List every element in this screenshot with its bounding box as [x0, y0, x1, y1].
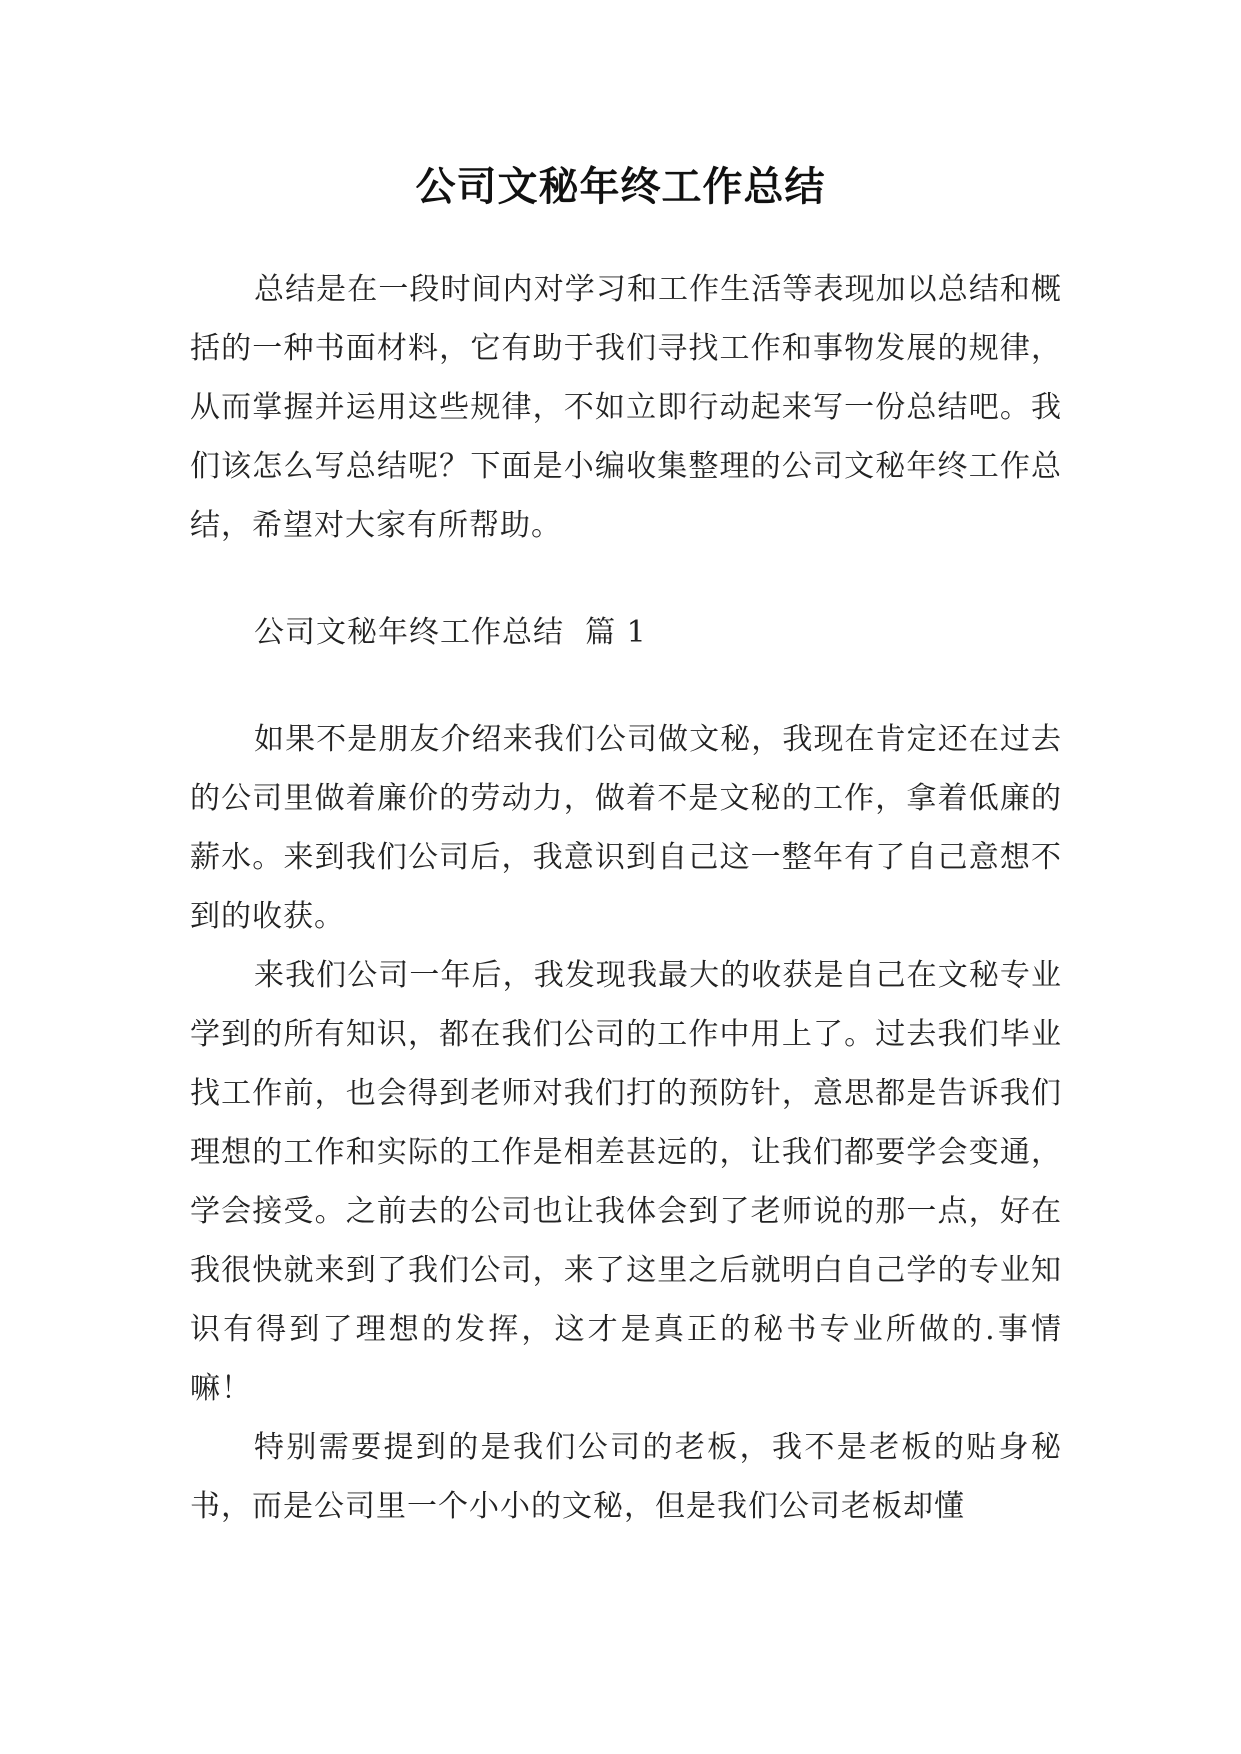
intro-paragraph: 总结是在一段时间内对学习和工作生活等表现加以总结和概括的一种书面材料，它有助于我们寻找工作和事物发展的规律，从而掌握并运用这些规律，不如立即行动起来写一份总结吧。我们该怎么写总结呢？下面是小编收集整理的公司文秘年终工作总结，希望对大家有所帮助。 [190, 272, 1062, 543]
document-body [190, 260, 1062, 1536]
document-title: 公司文秘年终工作总结 [415, 163, 826, 210]
body-paragraph-2: 来我们公司一年后，我发现我最大的收获是自己在文秘专业学到的所有知识，都在我们公司的工作中用上了。过去我们毕业找工作前，也会得到老师对我们打的预防针，意思都是告诉我们理想的工作和实际的工作是相差甚远的，让我们都要学会变通，学会接受。之前去的公司也让我体会到了老师说的那一点，好在我很快就来到了我们公司，来了这里之后就明白自己学的专业知识有得到了理想的发挥，这才是真正的秘书专业所做的.事情嘛！ [190, 958, 1062, 1406]
body-paragraph-1: 如果不是朋友介绍来我们公司做文秘，我现在肯定还在过去的公司里做着廉价的劳动力，做着不是文秘的工作，拿着低廉的薪水。来到我们公司后，我意识到自己这一整年有了自己意想不到的收获。 [190, 722, 1062, 934]
body-paragraph-3: 特别需要提到的是我们公司的老板，我不是老板的贴身秘书，而是公司里一个小小的文秘，但是我们公司老板却懂 [190, 1430, 1062, 1524]
section-heading: 公司文秘年终工作总结 篇 1 [254, 615, 647, 650]
